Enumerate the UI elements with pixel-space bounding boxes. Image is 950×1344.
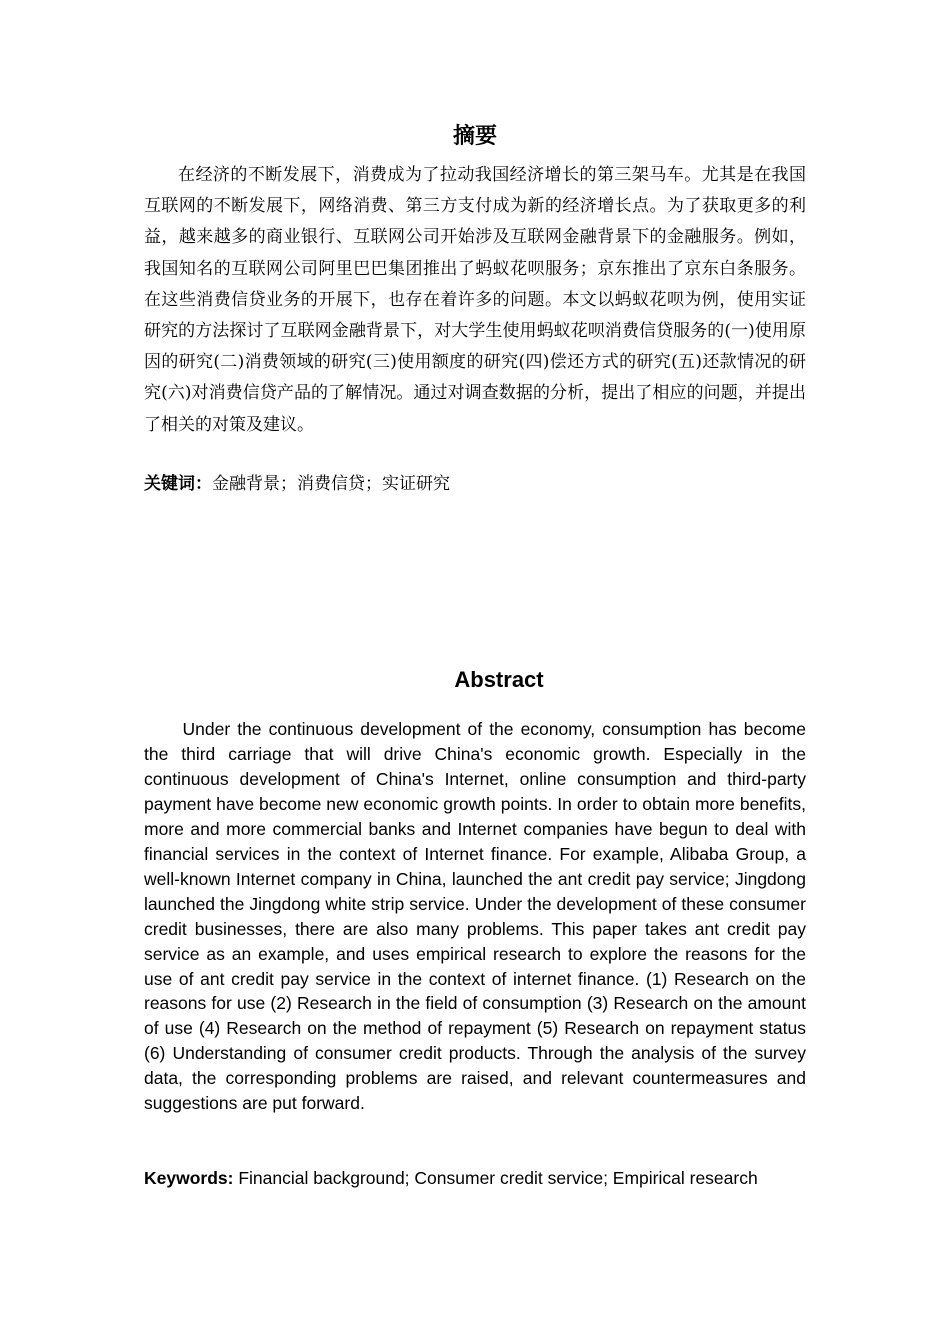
chinese-abstract-body: 在经济的不断发展下，消费成为了拉动我国经济增长的第三架马车。尤其是在我国互联网的不断发展下，网络消费、第三方支付成为新的经济增长点。为了获取更多的利益，越来越多的商业银行、互联网公司开始涉及互联网金融背景下的金融服务。例如，我国知名的互联网公司阿里巴巴集团推出了蚂蚁花呗服务；京东推出了京东白条服务。在这些消费信贷业务的开展下，也存在着许多的问题。本文以蚂蚁花呗为例，使用实证研究的方法探讨了互联网金融背景下，对大学生使用蚂蚁花呗消费信贷服务的(一)使用原因的研究(二)消费领域的研究(三)使用额度的研究(四)偿还方式的研究(五)还款情况的研究(六)对消费信贷产品的了解情况。通过对调查数据的分析，提出了相应的问题，并提出了相关的对策及建议。: [144, 165, 806, 435]
chinese-abstract-title: 摘要: [452, 123, 497, 149]
english-abstract-body: Under the continuous development of the economy, consumption has become the third carriage that will drive China's economic growth. Especially in the continuous development of China's Internet, online consumption and third-party payment have become new economic growth points. In order to obtain more benefits, more and more commercial banks and Internet companies have begun to deal with financial services in the context of Internet finance. For example, Alibaba Group, a well-known Internet company in China, launched the ant credit pay service; Jingdong launched the Jingdong white strip service. Under the development of these consumer credit businesses, there are also many problems. This paper takes ant credit pay service as an example, and uses empirical research to explore the reasons for the use of ant credit pay service in the context of internet finance. (1) Research on the reasons for use (2) Research in the field of consumption (3) Research on the amount of use (4) Research on the method of repayment (5) Research on repayment status (6) Understanding of consumer credit products. Through the analysis of the survey data, the corresponding problems are raised, and relevant countermeasures and suggestions are put forward.: [144, 719, 806, 1114]
chinese-keywords-label: 关键词：: [144, 474, 212, 494]
english-abstract-title: Abstract: [454, 667, 544, 692]
english-keywords-label: Keywords:: [144, 1168, 234, 1188]
english-keywords: [144, 1166, 824, 1190]
english-keywords-value: Financial background; Consumer credit service; Empirical research: [233, 1168, 758, 1188]
chinese-keywords-value: 金融背景；消费信贷；实证研究: [212, 474, 450, 494]
chinese-keywords: [144, 470, 806, 498]
